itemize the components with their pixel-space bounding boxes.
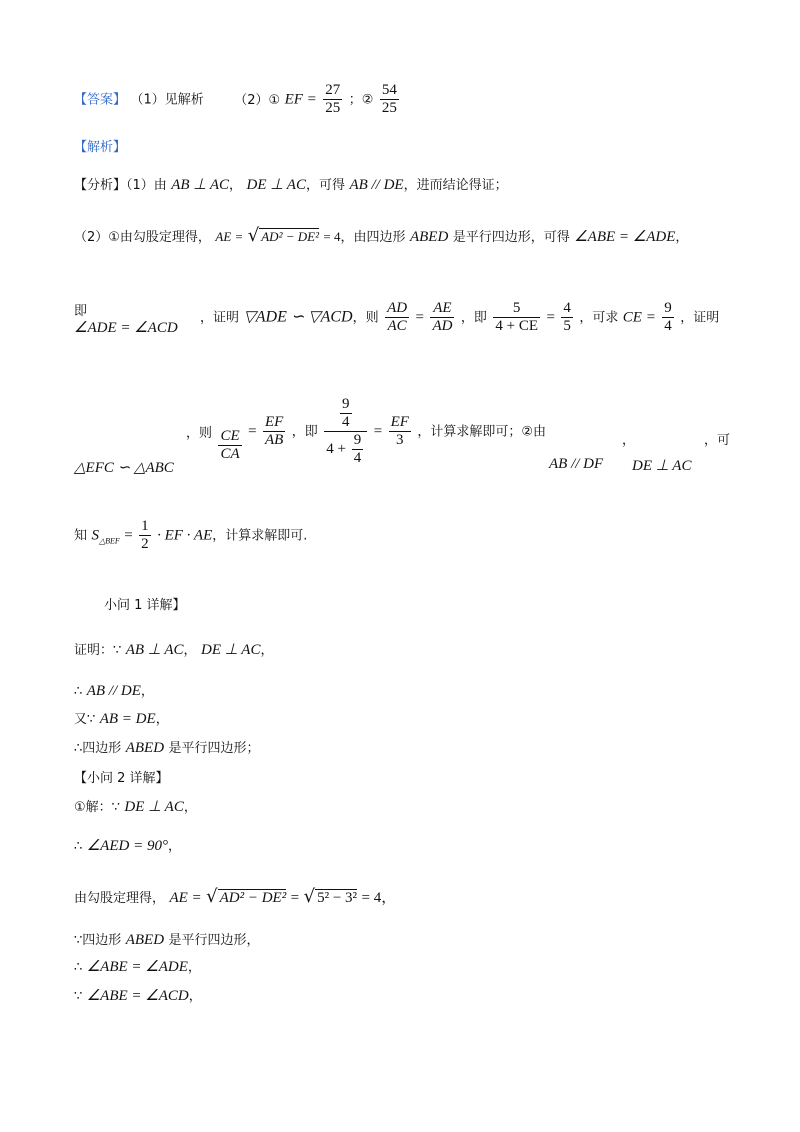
answer-tag: 【答案】: [74, 92, 127, 108]
answer-ef-fraction: $\frac{27}{25}$: [325, 82, 341, 116]
sqrt-icon: √: [206, 886, 218, 907]
nested-fraction: $\frac{9}{4}$ 4 + $\frac{9}{4}$: [324, 396, 367, 467]
sub1-title: 小问 1 详解】: [104, 598, 186, 613]
proof-line-3: 又∵ AB = DE，: [74, 711, 169, 727]
proof-line-1: 证明：∵ AB ⊥ AC， DE ⊥ AC，: [74, 642, 274, 658]
analysis-line-4-triangle: △EFC ∽ △ABC: [74, 460, 174, 476]
analysis-line-3-body: ，证明 ▽ADE ∽ ▽ACD，则 $\frac{AD}{AC}$ = $\frac{AE}{AD}$ ，即 $\frac{5}{4 + CE}$ = $\frac{4}{5}$ ，可求 CE = $\frac{9}{4}$ ，证明: [200, 300, 720, 334]
answer-part2-label: （2）①: [234, 92, 281, 108]
answer-ef-lhs: EF =: [284, 91, 317, 108]
analysis-line-3-angle: ∠ADE = ∠ACD: [74, 320, 178, 336]
answer-part1: （1）见解析: [130, 92, 204, 108]
analysis-line-5: 知 $S_{\triangle BEF}$ = $\frac{1}{2}$ · EF · AE，计算求解即可.: [74, 518, 308, 552]
sol-line-4: ∵四边形 ABED 是平行四边形，: [74, 932, 260, 948]
proof-line-2: ∴ AB // DE，: [74, 683, 154, 699]
sol-line-1: ①解：∵ DE ⊥ AC，: [74, 799, 197, 815]
answer-separator: ；②: [348, 92, 374, 108]
sol-line-5: ∴ ∠ABE = ∠ADE，: [74, 959, 201, 975]
sol-line-3: 由勾股定理得， AE = √ AD² − DE² = √ 5² − 3² = 4，: [74, 886, 397, 907]
analysis-line-3: 即: [74, 304, 88, 319]
sol-line-2: ∴ ∠AED = 90°，: [74, 838, 181, 854]
answer-line: [74, 82, 401, 117]
sol-line-6: ∵ ∠ABE = ∠ACD，: [74, 988, 202, 1004]
proof-line-4: ∴四边形 ABED 是平行四边形；: [74, 740, 260, 756]
analysis-line-1: 【分析】（1）由 AB ⊥ AC， DE ⊥ AC，可得 AB // DE，进而结论得证；: [74, 177, 508, 193]
answer-area-fraction: $\frac{54}{25}$: [381, 82, 397, 116]
analysis-line-4-body: ，则 $\frac{CE}{CA}$ = $\frac{EF}{AB}$ ，即 $\frac{9}{4}$ 4 + $\frac{9}{4}$ = $\frac{EF}{3}$ ，计算求解即可；②由: [186, 396, 547, 466]
analysis-tag: 【解析】: [74, 140, 127, 155]
sub2-title: 【小问 2 详解】: [74, 771, 169, 786]
analysis-line-2: （2）①由勾股定理得， AE = √ AD² − DE² = 4，由四边形 ABED 是平行四边形，可得 ∠ABE = ∠ADE，: [74, 225, 689, 246]
sqrt-icon: √: [303, 886, 316, 907]
sqrt-icon: √: [247, 225, 260, 246]
